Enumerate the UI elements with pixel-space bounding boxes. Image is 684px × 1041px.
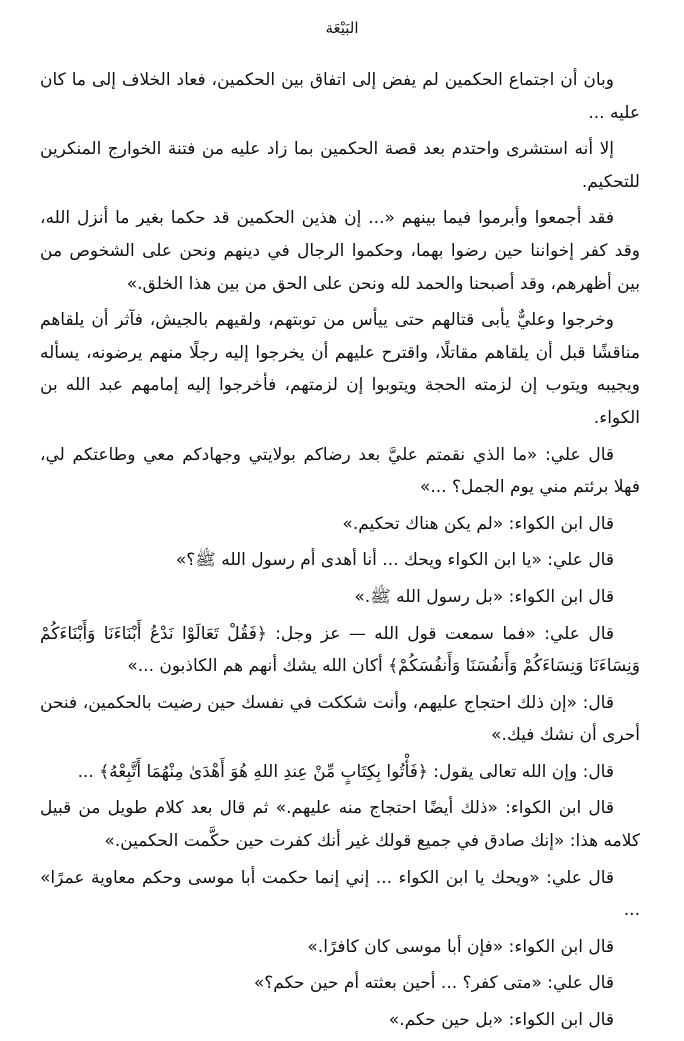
paragraph: قال ابن الكواء: «بل حين حكم.» (388, 1010, 614, 1031)
paragraph: قال: وإن الله تعالى يقول: ﴿فَأْتُوا بِكِتَابٍ مِّنْ عِندِ اللهِ هُوَ أَهْدَىٰ مِنْهُمَا أَتَّبِعْهُ﴾ ... (77, 761, 614, 782)
paragraph: قال ابن الكواء: «ذلك أيضًا احتجاج منه عليهم.» ثم قال بعد كلام طويل من قبيل كلامه هذا: «إنك صادق في جميع قولك غير أنك كفرت حين حكَّمت الحكمين.» (40, 798, 640, 852)
paragraph: قال: «إن ذلك احتجاج عليهم، وأنت شككت في نفسك حين رضيت بالحكمين، فنحن أحرى أن نشك فيك.» (40, 692, 640, 746)
paragraph: قال ابن الكواء: «فإن أبا موسى كان كافرًا.» (307, 936, 614, 957)
body-text (40, 64, 640, 1041)
paragraph: قال ابن الكواء: «بل رسول الله ﷺ.» (354, 586, 614, 607)
paragraph: قال علي: «يا ابن الكواء ويحك ... أنا أهدى أم رسول الله ﷺ؟» (175, 550, 614, 571)
paragraph: إلا أنه استشرى واحتدم بعد قصة الحكمين بما زاد عليه من فتنة الخوارج المنكرين للتحكيم. (40, 139, 640, 192)
paragraph: قال علي: «ويحك يا ابن الكواء ... إني إنما حكمت أبا موسى وحكم معاوية عمرًا» ... (40, 867, 640, 921)
paragraph: فقد أجمعوا وأبرموا فيما بينهم «... إن هذين الحكمين قد حكما بغير ما أنزل الله، وقد كفر إخواننا حين رضوا بهما، وحكموا الرجال في دينهم ونحن على الشخوص من بين أظهرهم، وقد أصبحنا والحمد لله ونحن على الحق من بين هذا الخلق.» (40, 208, 640, 294)
paragraph: وخرجوا وعليٌّ يأبى قتالهم حتى ييأس من توبتهم، ولقيهم بالجيش، فآثر أن يلقاهم مناقشًا قبل أن يلقاهم مقاتلًا، واقترح عليهم أن يخرجوا إليه رجلًا منهم يرضونه، يسأله ويجيبه ويتوب إن لزمته الحجة ويتوبوا إن لزمتهم، فأخرجوا إليه إمامهم عبد الله بن الكواء. (40, 310, 640, 428)
running-title: البَيْعَة (325, 19, 359, 37)
paragraph: قال علي: «متى كفر؟ ... أحين بعثته أم حين حكم؟» (253, 973, 614, 994)
paragraph: قال علي: «ما الذي نقمتم عليَّ بعد رضاكم بولايتي وجهادكم معي وطاعتكم لي، فهلا برئتم مني يوم الجمل؟ ...» (40, 444, 640, 498)
paragraph: قال ابن الكواء: «لم يكن هناك تحكيم.» (342, 513, 614, 534)
paragraph: قال علي: «فما سمعت قول الله — عز وجل: ﴿فَقُلْ تَعَالَوْا نَدْعُ أَبْنَاءَنَا وَأَبْنَاءَكُمْ وَنِسَاءَنَا وَنِسَاءَكُمْ وَأَنفُسَنَا وَأَنفُسَكُمْ﴾ أكان الله يشك أنهم هم الكاذبون ...» (40, 623, 640, 677)
paragraph: وبان أن اجتماع الحكمين لم يفض إلى اتفاق بين الحكمين، فعاد الخلاف إلى ما كان عليه ... (40, 70, 640, 123)
